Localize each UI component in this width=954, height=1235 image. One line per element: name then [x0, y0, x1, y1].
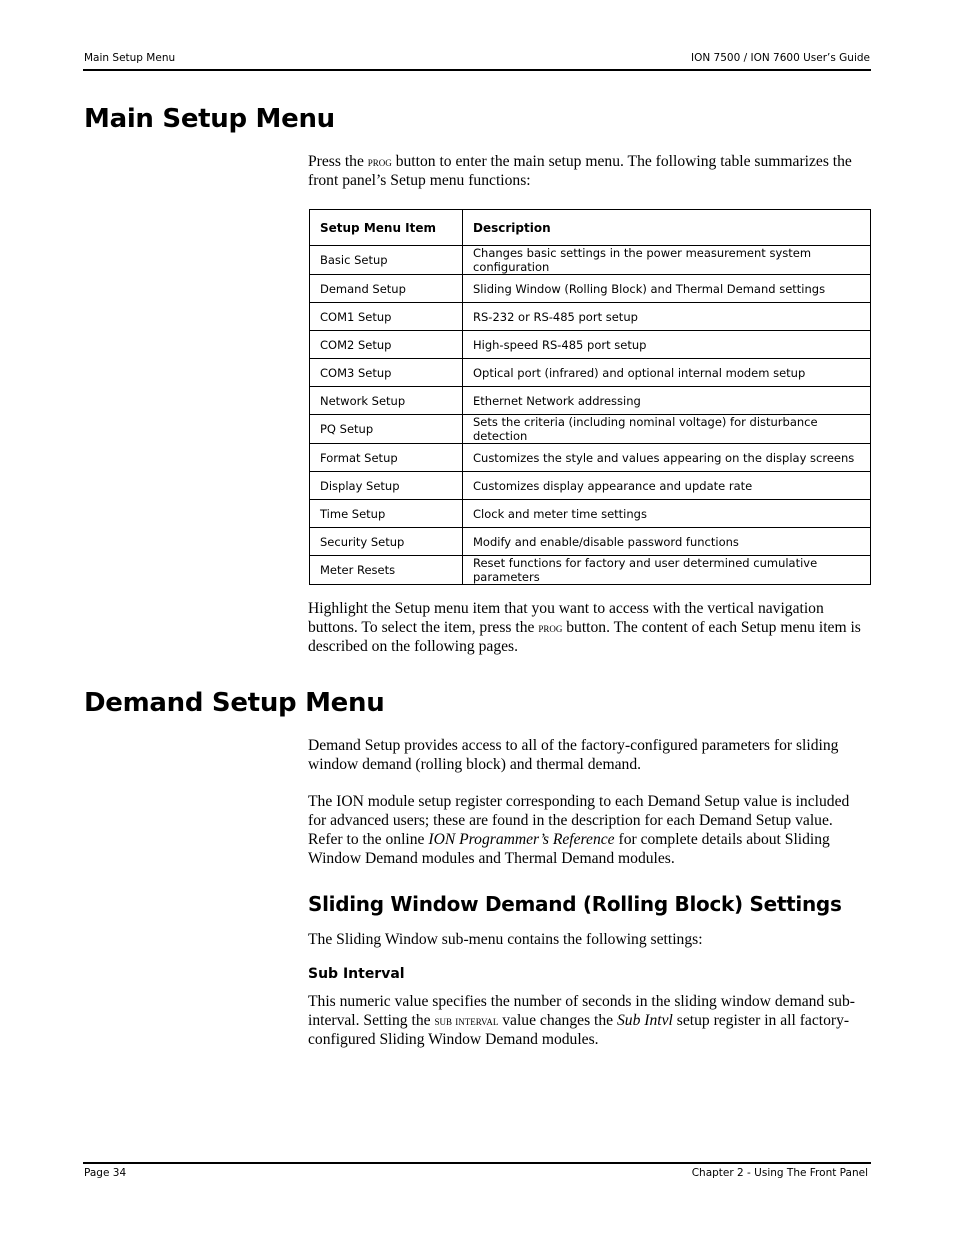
description-cell: Sliding Window (Rolling Block) and Thermal Demand settings — [463, 275, 871, 303]
description-cell: Customizes the style and values appearing on the display screens — [463, 444, 871, 472]
menu-item-cell: COM1 Setup — [310, 303, 463, 331]
menu-item-cell: Display Setup — [310, 472, 463, 500]
description-cell: Optical port (infrared) and optional internal modem setup — [463, 359, 871, 387]
subsection-title: Sliding Window Demand (Rolling Block) Settings — [308, 892, 842, 916]
menu-item-cell: Time Setup — [310, 500, 463, 528]
sub-interval-paragraph: This numeric value specifies the number of seconds in the sliding window demand sub-interval. Setting the sub interval value changes the Sub Intvl setup register in all factory-configured Sliding Window Demand modules. — [308, 993, 855, 1048]
menu-item-cell: Basic Setup — [310, 246, 463, 275]
running-header-section: Main Setup Menu — [84, 52, 176, 64]
description-cell: Clock and meter time settings — [463, 500, 871, 528]
sliding-window-paragraph: The Sliding Window sub-menu contains the following settings: — [308, 931, 703, 948]
chapter-title: Chapter 2 - Using The Front Panel — [691, 1167, 868, 1179]
description-cell: Reset functions for factory and user determined cumulative parameters — [463, 556, 871, 585]
description-cell: High-speed RS-485 port setup — [463, 331, 871, 359]
table-row — [310, 246, 871, 275]
table-row — [310, 415, 871, 444]
menu-item-cell: COM2 Setup — [310, 331, 463, 359]
menu-item-cell: PQ Setup — [310, 415, 463, 444]
table-row — [310, 500, 871, 528]
description-cell: Ethernet Network addressing — [463, 387, 871, 415]
table-row — [310, 472, 871, 500]
table-row — [310, 444, 871, 472]
setting-title: Sub Interval — [308, 966, 405, 982]
highlight-paragraph: Highlight the Setup menu item that you want to access with the vertical navigation buttons. To select the item, press the prog button. The content of each Setup menu item is described on the following pages. — [308, 600, 861, 655]
menu-item-cell: Format Setup — [310, 444, 463, 472]
description-cell: Modify and enable/disable password functions — [463, 528, 871, 556]
header-rule — [83, 69, 871, 71]
table-row — [310, 275, 871, 303]
menu-item-cell: Network Setup — [310, 387, 463, 415]
menu-item-cell: Demand Setup — [310, 275, 463, 303]
table-row — [310, 359, 871, 387]
prog-button-ref: prog — [538, 620, 563, 635]
prog-button-ref: prog — [367, 154, 392, 169]
column-header: Description — [463, 210, 871, 246]
menu-item-cell: COM3 Setup — [310, 359, 463, 387]
table-row — [310, 303, 871, 331]
menu-item-cell: Meter Resets — [310, 556, 463, 585]
description-cell: Sets the criteria (including nominal voltage) for disturbance detection — [463, 415, 871, 444]
table-header-row — [310, 210, 871, 246]
setup-menu-table — [309, 209, 871, 585]
reference-title: ION Programmer’s Reference — [428, 831, 615, 848]
description-cell: Changes basic settings in the power measurement system configuration — [463, 246, 871, 275]
table-row — [310, 556, 871, 585]
module-register-paragraph: The ION module setup register corresponding to each Demand Setup value is included for advanced users; these are found in the description for each Demand Setup value. Refer to the online ION Programmer’s Reference for complete details about Sliding Window Demand modules and Thermal Demand modules. — [308, 793, 850, 867]
table-row — [310, 387, 871, 415]
running-header-title: ION 7500 / ION 7600 User’s Guide — [690, 52, 870, 64]
column-header: Setup Menu Item — [310, 210, 463, 246]
register-name: Sub Intvl — [616, 1012, 673, 1029]
section-title-main-setup: Main Setup Menu — [84, 104, 335, 134]
page-number: Page 34 — [84, 1167, 127, 1179]
intro-paragraph: Press the prog button to enter the main setup menu. The following table summarizes the front panel’s Setup menu functions: — [308, 153, 852, 189]
demand-intro-paragraph: Demand Setup provides access to all of the factory-configured parameters for sliding window demand (rolling block) and thermal demand. — [308, 737, 839, 773]
table-row — [310, 331, 871, 359]
description-cell: Customizes display appearance and update rate — [463, 472, 871, 500]
section-title-demand-setup: Demand Setup Menu — [84, 688, 385, 718]
table-row — [310, 528, 871, 556]
description-cell: RS-232 or RS-485 port setup — [463, 303, 871, 331]
sub-interval-ref: sub interval — [434, 1013, 499, 1028]
menu-item-cell: Security Setup — [310, 528, 463, 556]
footer-rule — [83, 1162, 871, 1164]
